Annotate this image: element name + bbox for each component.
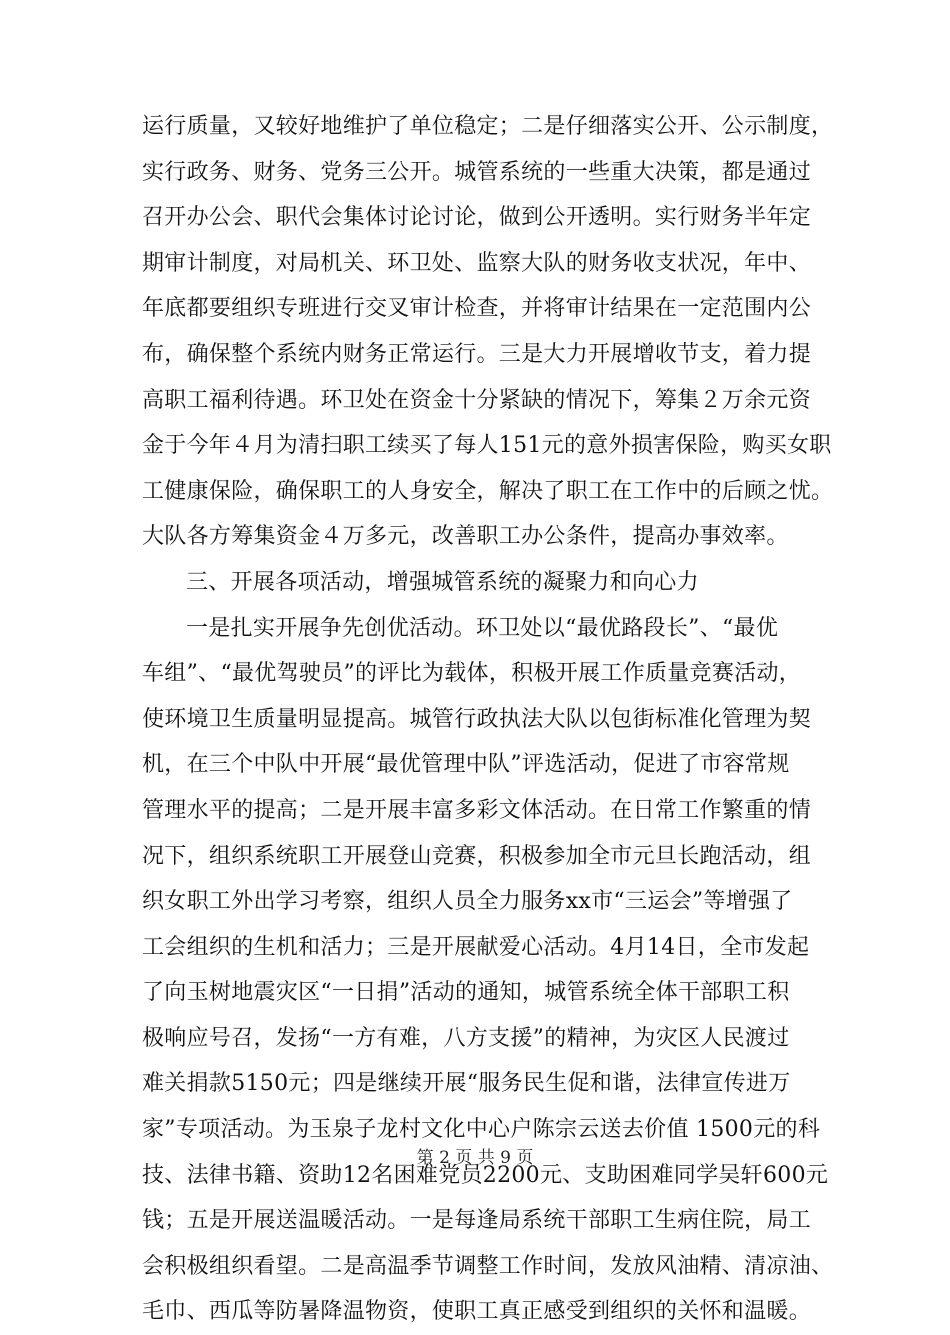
paragraph-line: 难关捐款5150元；四是继续开展“服务民生促和谐，法律宣传进万 <box>142 1071 791 1097</box>
paragraph-line: 机，在三个中队中开展“最优管理中队”评选活动，促进了市容常规 <box>142 752 790 778</box>
paragraph-line: 金于今年４月为清扫职工续买了每人151元的意外损害保险，购买女职 <box>142 433 832 459</box>
paragraph-line: 期审计制度，对局机关、环卫处、监察大队的财务收支状况，年中、 <box>142 250 812 276</box>
paragraph-line: 实行政务、财务、党务三公开。城管系统的一些重大决策，都是通过 <box>142 159 812 185</box>
paragraph-line: 管理水平的提高；二是开展丰富多彩文体活动。在日常工作繁重的情 <box>142 797 812 823</box>
paragraph-line: 况下，组织系统职工开展登山竞赛，积极参加全市元旦长跑活动，组 <box>142 843 812 869</box>
paragraph-line: 会积极组织看望。二是高温季节调整工作时间，发放风油精、清凉油、 <box>142 1253 834 1279</box>
paragraph-line: 了向玉树地震灾区“一日捐”活动的通知，城管系统全体干部职工积 <box>142 980 790 1006</box>
section-heading: 三、开展各项活动，增强城管系统的凝聚力和向心力 <box>186 569 699 595</box>
paragraph-line: 工健康保险，确保职工的人身安全，解决了职工在工作中的后顾之忧。 <box>142 478 834 504</box>
paragraph-line: 使环境卫生质量明显提高。城管行政执法大队以包街标准化管理为契 <box>142 706 812 732</box>
paragraph-line: 技、法律书籍、资助12名困难党员2200元、支助困难同学吴轩600元 <box>142 1162 829 1188</box>
paragraph-line: 家”专项活动。为玉泉子龙村文化中心户陈宗云送去价值 1500元的科 <box>142 1117 821 1143</box>
paragraph-line: 极响应号召，发扬“一方有难，八方支援”的精神，为灾区人民渡过 <box>142 1025 790 1051</box>
paragraph-line: 车组”、“最优驾驶员”的评比为载体，积极开展工作质量竞赛活动， <box>142 661 802 687</box>
paragraph-line: 布，确保整个系统内财务正常运行。三是大力开展增收节支，着力提 <box>142 341 812 367</box>
paragraph-line: 年底都要组织专班进行交叉审计检查，并将审计结果在一定范围内公 <box>142 296 812 322</box>
paragraph-line: 织女职工外出学习考察，组织人员全力服务xx市“三运会”等增强了 <box>142 889 793 915</box>
paragraph-line: 工会组织的生机和活力；三是开展献爱心活动。4月14日，全市发起 <box>142 934 810 960</box>
paragraph-line: 毛巾、西瓜等防暑降温物资，使职工真正感受到组织的关怀和温暖。 <box>142 1299 812 1325</box>
paragraph-line: 一是扎实开展争先创优活动。环卫处以“最优路段长”、“最优 <box>186 615 779 641</box>
paragraph-line: 高职工福利待遇。环卫处在资金十分紧缺的情况下，筹集２万余元资 <box>142 387 812 413</box>
paragraph-line: 运行质量，又较好地维护了单位稳定；二是仔细落实公开、公示制度， <box>142 114 834 139</box>
page-number-footer: 第 2 页 共 9 页 <box>416 1148 534 1168</box>
paragraph-line: 大队各方筹集资金４万多元，改善职工办公条件，提高办事效率。 <box>142 524 789 550</box>
paragraph-line: 钱；五是开展送温暖活动。一是每逢局系统干部职工生病住院，局工 <box>142 1208 812 1234</box>
paragraph-line: 召开办公会、职代会集体讨论讨论，做到公开透明。实行财务半年定 <box>142 205 812 231</box>
